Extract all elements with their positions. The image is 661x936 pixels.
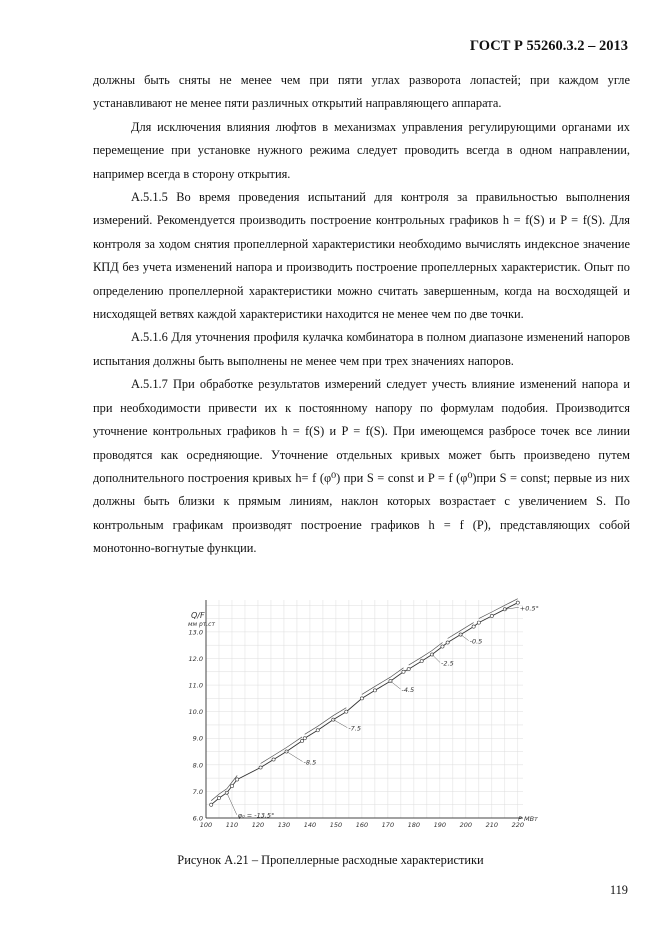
y-tick-label: 11.0	[188, 681, 203, 690]
x-tick-label: 180	[407, 821, 421, 829]
x-tick-label: 100	[199, 821, 213, 829]
data-point	[230, 784, 233, 787]
series-branch	[479, 599, 518, 619]
x-tick-label: 210	[485, 821, 499, 829]
y-tick-label: 9.0	[192, 734, 203, 743]
label-leader	[333, 720, 347, 728]
data-point	[236, 778, 239, 781]
data-point	[345, 710, 348, 713]
chart-grid	[206, 600, 523, 818]
paragraph-a516: А.5.1.6 Для уточнения профиля кулачка комбинатора в полном диапазоне изменений напоров испытания должны быть выполнены не менее чем при трех значениях напоров.	[93, 330, 630, 368]
chart-svg	[188, 596, 550, 834]
label-leader	[287, 752, 303, 762]
y-tick-label: 13.0	[188, 628, 203, 637]
data-point	[210, 803, 213, 806]
label-leader	[461, 635, 469, 641]
y-tick-labels	[189, 628, 203, 822]
y-tick-label: 6.0	[192, 814, 203, 823]
figure-propeller-characteristics	[188, 596, 550, 834]
data-point	[373, 689, 376, 692]
series-label: +0.5°	[519, 604, 539, 613]
data-point	[477, 621, 480, 624]
series-label: -4.5	[401, 686, 415, 695]
series-label: φ₀ = -13.5°	[237, 811, 275, 820]
data-point	[420, 660, 423, 663]
document-header: ГОСТ Р 55260.3.2 – 2013	[469, 38, 628, 54]
chart-axes	[206, 600, 523, 818]
data-point	[259, 766, 262, 769]
series-label: -8.5	[303, 758, 317, 767]
x-tick-label: 220	[511, 821, 525, 829]
series-label: -7.5	[348, 724, 362, 733]
x-axis-label-unit: P МВт	[518, 815, 538, 823]
y-tick-label: 7.0	[192, 787, 203, 796]
x-tick-label: 160	[355, 821, 369, 829]
x-tick-label: 120	[251, 821, 265, 829]
paragraph-a515: А.5.1.5 Во время проведения испытаний для контроля за правильностью выполнения измерений. Рекомендуется производить построение контрольных графиков h = f(S) и P = f(S). Для контроля за ходом снятия пропеллерной характеристики необходимо вычислять индексное значение КПД без учета изменений напора и производить построение пропеллерных характеристик. Опыт по определению пропеллерной характеристики можно считать завершенным, когда на восходящей и нисходящей ветвях каждой характеристики находится не менее чем по две точки.	[93, 190, 630, 322]
y-tick-label: 12.0	[188, 654, 203, 663]
y-tick-label: 8.0	[192, 761, 203, 770]
data-point	[446, 641, 449, 644]
series-label: -2.5	[441, 659, 454, 668]
data-point	[407, 668, 410, 671]
x-tick-label: 190	[433, 821, 447, 829]
data-point	[402, 670, 405, 673]
series-lines	[211, 599, 518, 805]
series-branch	[211, 776, 237, 801]
page-number: 119	[609, 883, 628, 897]
y-axis-label-top: Q/F	[191, 611, 205, 620]
x-tick-label: 200	[459, 821, 473, 829]
x-tick-label: 170	[381, 821, 395, 829]
paragraph-a517: А.5.1.7 При обработке результатов измерений следует учесть влияние изменений напора и при необходимости привести их к постоянному напору по формулам подобия. Производится уточнение контрольных графиков h = f(S) и P = f(S). При имеющемся разбросе точек все линии проводятся как осредняющие. Уточнение отдельных кривых может быть произведено путем дополнительного построения кривых h= f (φ⁰) при S = const и P = f (φ⁰)при S = const; первые из них должны быть близки к прямым линиям, наклон которых возрастает с увеличением S. По контрольным графикам производят построение графиков h = f (P), представляющих собой монотонно-вогнутые функции.	[93, 377, 630, 556]
x-tick-label: 140	[303, 821, 317, 829]
series-branch	[261, 737, 303, 764]
x-tick-label: 150	[329, 821, 343, 829]
data-point	[360, 697, 363, 700]
y-axis-label-unit: мм рт.ст	[188, 621, 215, 628]
data-point	[441, 645, 444, 648]
data-point	[272, 758, 275, 761]
x-tick-labels	[200, 821, 524, 829]
paragraph-1: должны быть сняты не менее чем при пяти углах разворота лопастей; при каждом угле устанавливают не менее пяти различных открытий направляющего аппарата.	[93, 73, 630, 111]
data-point	[472, 625, 475, 628]
data-point	[490, 614, 493, 617]
body-text	[93, 69, 630, 561]
paragraph-2: Для исключения влияния люфтов в механизмах управления регулирующими органами их перемещение при установке нужного режима следует проводить всегда в одном направлении, например всегда в сторону открытия.	[93, 119, 630, 181]
data-point	[301, 739, 304, 742]
x-tick-label: 110	[225, 821, 239, 829]
data-point	[217, 796, 220, 799]
average-curve	[211, 603, 518, 805]
data-point	[316, 729, 319, 732]
data-point	[303, 737, 306, 740]
series-label: -0.5	[469, 637, 483, 646]
x-tick-label: 130	[277, 821, 291, 829]
y-tick-label: 10.0	[188, 708, 203, 717]
figure-caption: Рисунок А.21 – Пропеллерные расходные характеристики	[177, 853, 484, 867]
